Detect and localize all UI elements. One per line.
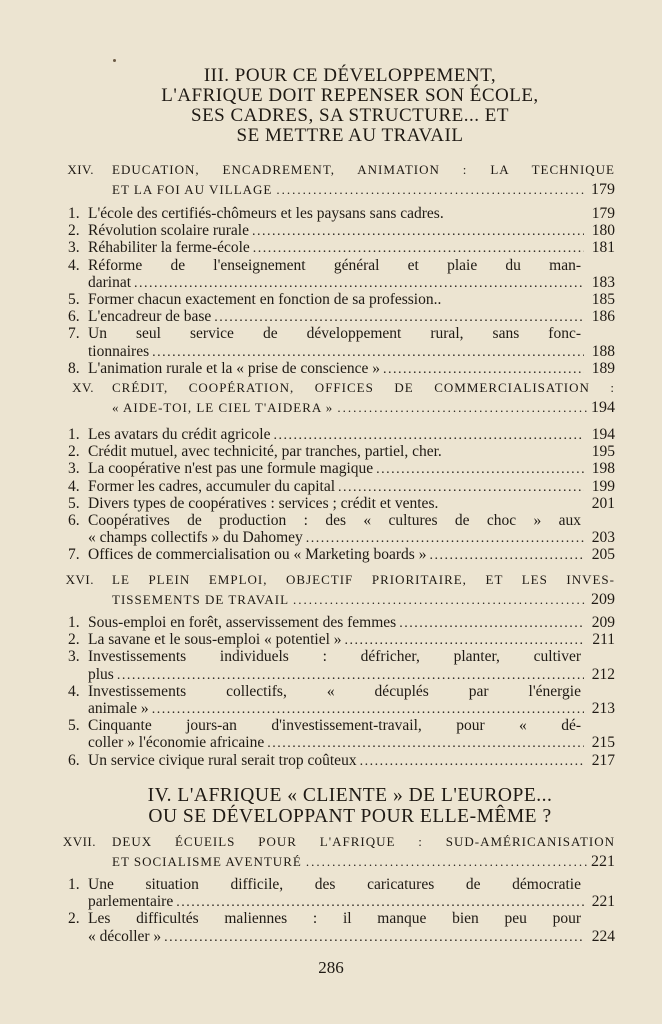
page-number: 195 xyxy=(591,443,615,461)
chapter-number: XVII. xyxy=(62,834,96,849)
page-number: 198 xyxy=(591,460,615,478)
entry-number: 4. xyxy=(68,256,80,274)
entry-title: L'école des certifiés-chômeurs et les paysans sans cadres. xyxy=(88,205,444,222)
part-heading-line: IV. L'AFRIQUE « CLIENTE » DE L'EUROPE... xyxy=(147,785,553,806)
dot-leader xyxy=(164,929,584,946)
page-number: 186 xyxy=(591,308,615,326)
part-three-heading xyxy=(60,66,640,146)
entry-number: 6. xyxy=(68,751,80,769)
entry-title: Investissements collectifs, « décuplés par l'énergie xyxy=(88,682,581,700)
entry-number: 6. xyxy=(68,308,80,326)
entry-title: La coopérative n'est pas une formule magique xyxy=(88,460,374,478)
entry-number: 2. xyxy=(68,631,80,649)
toc-entry xyxy=(68,910,615,945)
entry-title: Révolution scolaire rurale xyxy=(88,222,249,240)
toc-entry xyxy=(68,359,615,377)
toc-entry xyxy=(68,477,615,495)
part-heading-line: III. POUR CE DÉVELOPPEMENT, xyxy=(203,65,497,86)
toc-entry xyxy=(68,239,615,257)
chapter-title-line: « AIDE-TOI, LE CIEL T'AIDERA » xyxy=(112,400,334,415)
chapter-heading-xv xyxy=(60,378,615,418)
part-four-heading xyxy=(60,785,640,827)
dot-leader xyxy=(306,852,587,872)
dot-leader xyxy=(293,590,587,610)
entry-number: 5. xyxy=(68,717,80,735)
dot-leader xyxy=(337,398,587,418)
entry-title: Réhabiliter la ferme-école xyxy=(88,239,250,257)
chapter-heading-xvi xyxy=(60,570,615,610)
entry-number: 1. xyxy=(68,614,80,631)
toc-entry xyxy=(68,751,615,769)
entry-number: 3. xyxy=(68,460,80,478)
page-number: 224 xyxy=(591,927,615,945)
toc-entry xyxy=(68,256,615,291)
entry-title: Crédit mutuel, avec technicité, par tranches, partiel, cher. xyxy=(88,443,442,461)
chapter-title-line: EDUCATION, ENCADREMENT, ANIMATION : LA TECHNIQUE xyxy=(112,162,615,177)
toc-entry xyxy=(68,460,615,478)
page-number: 217 xyxy=(591,751,615,769)
entry-title: Les avatars du crédit agricole xyxy=(88,426,271,443)
entry-title: Cinquante jours-an d'investissement-travail, pour « dé- xyxy=(88,717,581,735)
chapter-heading-xiv xyxy=(60,160,615,200)
entry-number: 3. xyxy=(68,648,80,666)
toc-entry xyxy=(68,717,615,752)
dot-leader xyxy=(376,461,584,478)
part-heading-line: SE METTRE AU TRAVAIL xyxy=(236,125,464,146)
dot-leader xyxy=(306,530,584,547)
page-number: 221 xyxy=(591,893,615,911)
toc-entry xyxy=(68,682,615,717)
dot-leader xyxy=(253,240,584,257)
entry-number: 1. xyxy=(68,876,80,893)
dot-leader xyxy=(152,701,584,718)
entry-number: 8. xyxy=(68,359,80,377)
chapter-xvii-sections xyxy=(68,876,615,945)
toc-entry xyxy=(68,631,615,649)
entry-title: Offices de commercialisation ou « Marketing boards » xyxy=(88,546,427,564)
ink-spot xyxy=(113,59,116,62)
dot-leader xyxy=(429,547,584,564)
entry-number: 7. xyxy=(68,325,80,343)
entry-title: Investissements individuels : défricher, planter, cultiver xyxy=(88,648,581,666)
dot-leader xyxy=(338,479,584,496)
page-number: 205 xyxy=(591,546,615,564)
chapter-number: XV. xyxy=(72,380,94,395)
chapter-number: XVI. xyxy=(65,572,94,587)
entry-title: Une situation difficile, des caricatures de démocratie xyxy=(88,876,581,893)
entry-title: Un seul service de développement rural, sans fonc- xyxy=(88,325,581,343)
page-number: 211 xyxy=(592,631,615,649)
chapter-xv-sections xyxy=(68,426,615,564)
page-number: 181 xyxy=(591,239,615,257)
toc-entry xyxy=(68,290,615,308)
entry-title: Divers types de coopératives : services ; crédit et ventes. xyxy=(88,494,439,512)
page-number: 179 xyxy=(591,205,615,222)
entry-number: 5. xyxy=(68,290,80,308)
page-number: 209 xyxy=(591,591,615,608)
page-number: 180 xyxy=(591,222,615,240)
entry-number: 1. xyxy=(68,426,80,443)
entry-title: Former les cadres, accumuler du capital xyxy=(88,477,336,495)
entry-title: Les difficultés maliennes : il manque bien peu pour xyxy=(88,910,581,928)
page-folio: 286 xyxy=(318,958,344,977)
dot-leader xyxy=(214,309,584,326)
page-number: 189 xyxy=(591,359,615,377)
dot-leader xyxy=(345,632,584,649)
chapter-title-line: TISSEMENTS DE TRAVAIL xyxy=(112,592,290,607)
entry-title: L'animation rurale et la « prise de conscience » xyxy=(88,359,381,377)
chapter-xiv-sections xyxy=(68,205,615,377)
toc-entry xyxy=(68,546,615,564)
page-number: 194 xyxy=(591,399,615,416)
toc-entry xyxy=(68,876,615,911)
dot-leader xyxy=(383,361,584,378)
page-number: 188 xyxy=(591,342,615,360)
chapter-xvi-sections xyxy=(68,614,615,769)
entry-title: « champs collectifs » du Dahomey xyxy=(88,529,303,547)
entry-number: 1. xyxy=(68,205,80,222)
dot-leader xyxy=(267,735,584,752)
page-number: 194 xyxy=(591,426,615,443)
toc-entry xyxy=(68,443,615,461)
toc-entry xyxy=(68,308,615,326)
part-heading-line: SES CADRES, SA STRUCTURE... ET xyxy=(191,105,509,126)
dot-leader xyxy=(273,427,584,444)
page-number: 179 xyxy=(591,181,615,198)
toc-entry xyxy=(68,494,615,512)
entry-title: plus xyxy=(88,665,114,683)
dot-leader xyxy=(152,344,584,361)
toc-entry xyxy=(68,511,615,547)
entry-number: 2. xyxy=(68,910,80,928)
chapter-number: XIV. xyxy=(67,162,94,177)
entry-title: Sous-emploi en forêt, asservissement des femmes xyxy=(88,614,397,631)
entry-title: Coopératives de production : des « cultures de choc » aux xyxy=(88,511,581,529)
dot-leader xyxy=(399,615,584,632)
page-number: 213 xyxy=(591,699,615,717)
dot-leader xyxy=(276,180,587,200)
dot-leader xyxy=(134,275,584,292)
entry-title: Former chacun exactement en fonction de sa profession.. xyxy=(88,290,442,308)
page-number: 185 xyxy=(591,290,615,308)
page-number: 221 xyxy=(591,853,615,870)
toc-entry xyxy=(68,614,615,631)
page-number: 183 xyxy=(591,273,615,291)
chapter-title-line: CRÉDIT, COOPÉRATION, OFFICES DE COMMERCIALISATION : xyxy=(112,380,615,395)
entry-title: parlementaire xyxy=(88,893,174,911)
page-number: 212 xyxy=(591,665,615,683)
chapter-title-line: DEUX ÉCUEILS POUR L'AFRIQUE : SUD-AMÉRICANISATION xyxy=(112,834,615,849)
page-number: 209 xyxy=(591,614,615,631)
entry-title: Un service civique rural serait trop coûteux xyxy=(88,751,357,769)
toc-entry xyxy=(68,222,615,240)
entry-number: 4. xyxy=(68,682,80,700)
chapter-title-line: LE PLEIN EMPLOI, OBJECTIF PRIORITAIRE, ET LES INVES- xyxy=(112,572,615,587)
toc-entry xyxy=(68,325,615,360)
entry-title: animale » xyxy=(88,699,149,717)
page-number: 199 xyxy=(591,477,615,495)
entry-title: La savane et le sous-emploi « potentiel » xyxy=(88,631,342,649)
page-number: 201 xyxy=(591,494,615,512)
entry-title: L'encadreur de base xyxy=(88,308,212,326)
part-heading-line: OU SE DÉVELOPPANT POUR ELLE-MÊME ? xyxy=(148,806,552,827)
entry-title: « décoller » xyxy=(88,927,162,945)
entry-number: 3. xyxy=(68,239,80,257)
entry-number: 7. xyxy=(68,546,80,564)
chapter-title-line: ET LA FOI AU VILLAGE xyxy=(112,182,273,197)
dot-leader xyxy=(252,223,584,240)
toc-entry xyxy=(68,648,615,683)
page-number: 203 xyxy=(591,529,615,547)
dot-leader xyxy=(176,894,584,911)
dot-leader xyxy=(360,753,584,770)
toc-entry xyxy=(68,205,615,222)
entry-number: 4. xyxy=(68,477,80,495)
chapter-title-line: ET SOCIALISME AVENTURÉ xyxy=(112,854,302,869)
entry-title: darinat xyxy=(88,273,132,291)
entry-number: 2. xyxy=(68,222,80,240)
part-heading-line: L'AFRIQUE DOIT REPENSER SON ÉCOLE, xyxy=(161,85,539,106)
entry-title: tionnaires xyxy=(88,342,150,360)
entry-title: Réforme de l'enseignement général et plaie du man- xyxy=(88,256,581,274)
entry-title: coller » l'économie africaine xyxy=(88,734,265,752)
chapter-heading-xvii xyxy=(60,832,615,872)
dot-leader xyxy=(117,667,584,684)
entry-number: 5. xyxy=(68,494,80,512)
entry-number: 6. xyxy=(68,511,80,529)
page-number: 215 xyxy=(591,734,615,752)
toc-entry xyxy=(68,426,615,443)
entry-number: 2. xyxy=(68,443,80,461)
